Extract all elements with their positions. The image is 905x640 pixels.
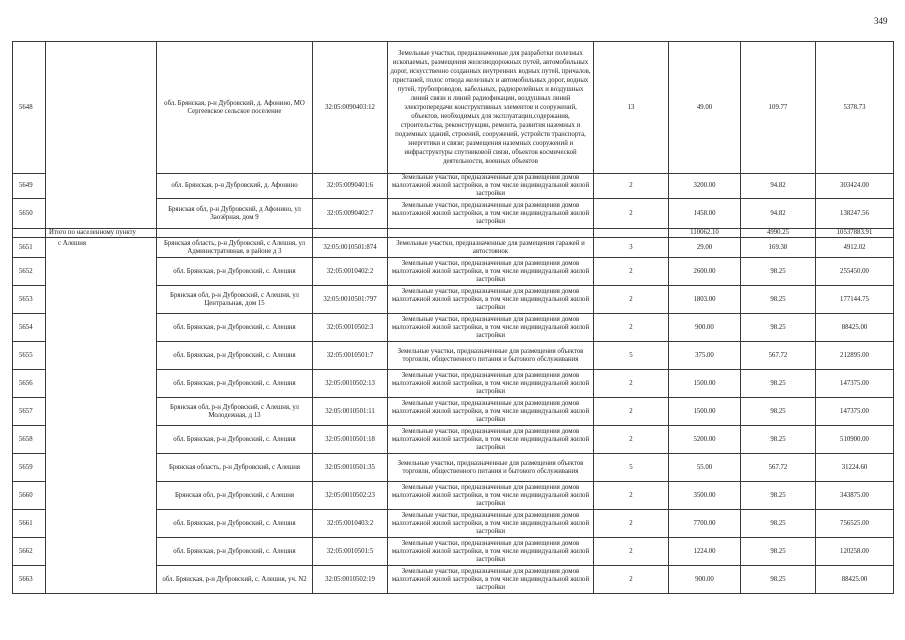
value-cell: 177144.75: [816, 286, 894, 314]
land-use-cell: Земельные участки, предназначенные для размещения домов малоэтажной жилой застройки, в том числе индивидуальной жилой застройки: [388, 426, 594, 454]
address-cell: обл. Брянская, р-н Дубровский, д. Афонино, МО Сергеевское сельское поселение: [157, 42, 313, 174]
land-use-cell: Земельные участки, предназначенные для размещения домов малоэтажной жилой застройки, в том числе индивидуальной жилой застройки: [388, 510, 594, 538]
table-row: [13, 238, 894, 258]
rate-cell: 169.38: [741, 238, 816, 258]
cadastral-number: 32:05:0010502:19: [313, 566, 388, 594]
area-cell: 1458.00: [669, 199, 741, 229]
value-cell: 88425.00: [816, 314, 894, 342]
area-cell: 1500.00: [669, 370, 741, 398]
address-cell: обл. Брянская, р-н Дубровский, с. Алешня: [157, 342, 313, 370]
land-use-cell: Земельные участки, предназначенные для размещения домов малоэтажной жилой застройки, в том числе индивидуальной жилой застройки: [388, 258, 594, 286]
value-cell: 5378.73: [816, 42, 894, 174]
cadastral-number: 32:05:0010501:18: [313, 426, 388, 454]
use-code: 2: [594, 370, 669, 398]
address-cell: Брянская обл, р-н Дубровский, д Афонино, ул Заозёрная, дом 9: [157, 199, 313, 229]
land-use-cell: Земельные участки, предназначенные для размещения объектов торговли, общественного питания и бытового обслуживания: [388, 454, 594, 482]
address-cell: обл. Брянская, р-н Дубровский, с. Алешня: [157, 258, 313, 286]
rate-cell: 98.25: [741, 482, 816, 510]
use-code: 2: [594, 398, 669, 426]
settlement-name: с Алешня: [46, 238, 157, 594]
value-cell: 120258.00: [816, 538, 894, 566]
row-number: 5648: [13, 42, 46, 174]
row-number: 5663: [13, 566, 46, 594]
empty-cell: [157, 229, 313, 238]
use-code: 13: [594, 42, 669, 174]
land-use-cell: Земельные участки, предназначенные для размещения домов малоэтажной жилой застройки, в том числе индивидуальной жилой застройки: [388, 199, 594, 229]
value-cell: 510900.00: [816, 426, 894, 454]
address-cell: обл. Брянская, р-н Дубровский, с. Алешня: [157, 510, 313, 538]
area-cell: 5200.00: [669, 426, 741, 454]
subtotal-label: Итого по населенному пункту: [46, 229, 157, 238]
land-use-cell: Земельные участки, предназначенные для размещения домов малоэтажной жилой застройки, в том числе индивидуальной жилой застройки: [388, 314, 594, 342]
cadastral-number: 32:05:0010501:797: [313, 286, 388, 314]
land-use-cell: Земельные участки, предназначенные для размещения домов малоэтажной жилой застройки, в том числе индивидуальной жилой застройки: [388, 286, 594, 314]
row-number: 5654: [13, 314, 46, 342]
rate-cell: 98.25: [741, 538, 816, 566]
use-code: 2: [594, 286, 669, 314]
empty-cell: [13, 229, 46, 238]
cadastral-number: 32:05:0010501:7: [313, 342, 388, 370]
cadastral-number: 32:05:0090401:6: [313, 174, 388, 199]
empty-cell: [388, 229, 594, 238]
land-use-cell: Земельные участки, предназначенные для размещения домов малоэтажной жилой застройки, в том числе индивидуальной жилой застройки: [388, 370, 594, 398]
row-number: 5657: [13, 398, 46, 426]
area-cell: 1500.00: [669, 398, 741, 426]
cadastral-number: 32:05:0010403:2: [313, 510, 388, 538]
cadastral-value-table: [12, 41, 894, 594]
cadastral-number: 32:05:0090403:12: [313, 42, 388, 174]
rate-cell: 98.25: [741, 258, 816, 286]
rate-cell: 109.77: [741, 42, 816, 174]
cadastral-number: 32:05:0010502:3: [313, 314, 388, 342]
land-use-cell: Земельные участки, предназначенные для размещения домов малоэтажной жилой застройки, в том числе индивидуальной жилой застройки: [388, 174, 594, 199]
area-cell: 29.00: [669, 238, 741, 258]
cadastral-number: 32:05:0010501:35: [313, 454, 388, 482]
area-cell: 1803.00: [669, 286, 741, 314]
address-cell: обл. Брянская, р-н Дубровский, д. Афонино: [157, 174, 313, 199]
use-code: 2: [594, 426, 669, 454]
cadastral-number: 32:05:0010502:23: [313, 482, 388, 510]
use-code: 2: [594, 258, 669, 286]
use-code: 2: [594, 482, 669, 510]
subtotal-value: 10537883.91: [816, 229, 894, 238]
area-cell: 375.00: [669, 342, 741, 370]
row-number: 5662: [13, 538, 46, 566]
cadastral-number: 32:05:0010501:5: [313, 538, 388, 566]
rate-cell: 98.25: [741, 566, 816, 594]
settlement-cell: [46, 42, 157, 229]
use-code: 5: [594, 342, 669, 370]
cadastral-number: 32:05:0010501:11: [313, 398, 388, 426]
cadastral-number: 32:05:0010502:13: [313, 370, 388, 398]
address-cell: обл. Брянская, р-н Дубровский, с. Алешня: [157, 314, 313, 342]
rate-cell: 98.25: [741, 510, 816, 538]
row-number: 5651: [13, 238, 46, 258]
value-cell: 88425.00: [816, 566, 894, 594]
value-cell: 4912.02: [816, 238, 894, 258]
address-cell: Брянская область, р-н Дубровский, с Алешня: [157, 454, 313, 482]
address-cell: Брянская обл, р-н Дубровский, с Алешня: [157, 482, 313, 510]
land-use-cell: Земельные участки, предназначенные для размещения домов малоэтажной жилой застройки, в том числе индивидуальной жилой застройки: [388, 538, 594, 566]
address-cell: Брянская область, р-н Дубровский, с Алешня, ул Административная, в районе д 3: [157, 238, 313, 258]
cadastral-number: 32:05:0010402:2: [313, 258, 388, 286]
empty-cell: [594, 229, 669, 238]
address-cell: обл. Брянская, р-н Дубровский, с. Алешня: [157, 426, 313, 454]
value-cell: 343875.00: [816, 482, 894, 510]
value-cell: 147375.00: [816, 370, 894, 398]
address-cell: Брянская обл, р-н Дубровский, с Алешня, ул Центральная, дом 15: [157, 286, 313, 314]
rate-cell: 567.72: [741, 454, 816, 482]
address-cell: обл. Брянская, р-н Дубровский, с. Алешня: [157, 370, 313, 398]
rate-cell: 94.82: [741, 199, 816, 229]
area-cell: 900.00: [669, 314, 741, 342]
area-cell: 7700.00: [669, 510, 741, 538]
rate-cell: 98.25: [741, 426, 816, 454]
row-number: 5656: [13, 370, 46, 398]
land-use-cell: Земельные участки, предназначенные для размещения объектов торговли, общественного питания и бытового обслуживания: [388, 342, 594, 370]
value-cell: 255450.00: [816, 258, 894, 286]
row-number: 5658: [13, 426, 46, 454]
subtotal-rate: 4990.25: [741, 229, 816, 238]
area-cell: 2600.00: [669, 258, 741, 286]
value-cell: 756525.00: [816, 510, 894, 538]
use-code: 5: [594, 454, 669, 482]
value-cell: 138247.56: [816, 199, 894, 229]
row-number: 5650: [13, 199, 46, 229]
row-number: 5649: [13, 174, 46, 199]
use-code: 2: [594, 510, 669, 538]
area-cell: 3500.00: [669, 482, 741, 510]
land-use-cell: Земельные участки, предназначенные для разработки полезных ископаемых, размещения железнодорожных путей, автомобильных дорог, искусственно созданных внутренних водных путей, причалов, пристаней, полос отвода железных и автомобильных дорог, водных путей, трубопроводов, кабельных, радиорелейных и воздушных линий связи и линий радиофикации, воздушных линий электропередачи конструктивных элементов и сооружений, объектов, необходимых для эксплуатации,содержания, строительства, реконструкции, ремонта, развития наземных и подземных зданий, строений, сооружений, устройств транспорта, энергетики и связи; размещения наземных сооружений и инфраструктуры спутниковой связи, объектов космической деятельности, военных объектов: [388, 42, 594, 174]
rate-cell: 567.72: [741, 342, 816, 370]
subtotal-area: 110062.10: [669, 229, 741, 238]
value-cell: 147375.00: [816, 398, 894, 426]
area-cell: 900.00: [669, 566, 741, 594]
rate-cell: 98.25: [741, 370, 816, 398]
address-cell: обл. Брянская, р-н Дубровский, с. Алешня, уч. N2: [157, 566, 313, 594]
value-cell: 303424.00: [816, 174, 894, 199]
row-number: 5661: [13, 510, 46, 538]
use-code: 2: [594, 538, 669, 566]
area-cell: 3200.00: [669, 174, 741, 199]
use-code: 2: [594, 199, 669, 229]
use-code: 2: [594, 566, 669, 594]
row-number: 5659: [13, 454, 46, 482]
row-number: 5652: [13, 258, 46, 286]
cadastral-number: 32:05:0010501:874: [313, 238, 388, 258]
address-cell: обл. Брянская, р-н Дубровский, с. Алешня: [157, 538, 313, 566]
land-use-cell: Земельные участки, предназначенные для размещения гаражей и автостоянок: [388, 238, 594, 258]
area-cell: 1224.00: [669, 538, 741, 566]
land-use-cell: Земельные участки, предназначенные для размещения домов малоэтажной жилой застройки, в том числе индивидуальной жилой застройки: [388, 398, 594, 426]
rate-cell: 98.25: [741, 286, 816, 314]
use-code: 3: [594, 238, 669, 258]
rate-cell: 94.82: [741, 174, 816, 199]
cadastral-number: 32:05:0090402:7: [313, 199, 388, 229]
land-use-cell: Земельные участки, предназначенные для размещения домов малоэтажной жилой застройки, в том числе индивидуальной жилой застройки: [388, 566, 594, 594]
table-row: [13, 42, 894, 174]
use-code: 2: [594, 314, 669, 342]
page-number: 349: [874, 16, 888, 26]
rate-cell: 98.25: [741, 398, 816, 426]
row-number: 5660: [13, 482, 46, 510]
rate-cell: 98.25: [741, 314, 816, 342]
area-cell: 49.00: [669, 42, 741, 174]
row-number: 5653: [13, 286, 46, 314]
use-code: 2: [594, 174, 669, 199]
empty-cell: [313, 229, 388, 238]
land-use-cell: Земельные участки, предназначенные для размещения домов малоэтажной жилой застройки, в том числе индивидуальной жилой застройки: [388, 482, 594, 510]
row-number: 5655: [13, 342, 46, 370]
subtotal-row: [13, 229, 894, 238]
address-cell: Брянская обл, р-н Дубровский, с Алешня, ул Молодежная, д 13: [157, 398, 313, 426]
value-cell: 31224.60: [816, 454, 894, 482]
value-cell: 212895.00: [816, 342, 894, 370]
area-cell: 55.00: [669, 454, 741, 482]
